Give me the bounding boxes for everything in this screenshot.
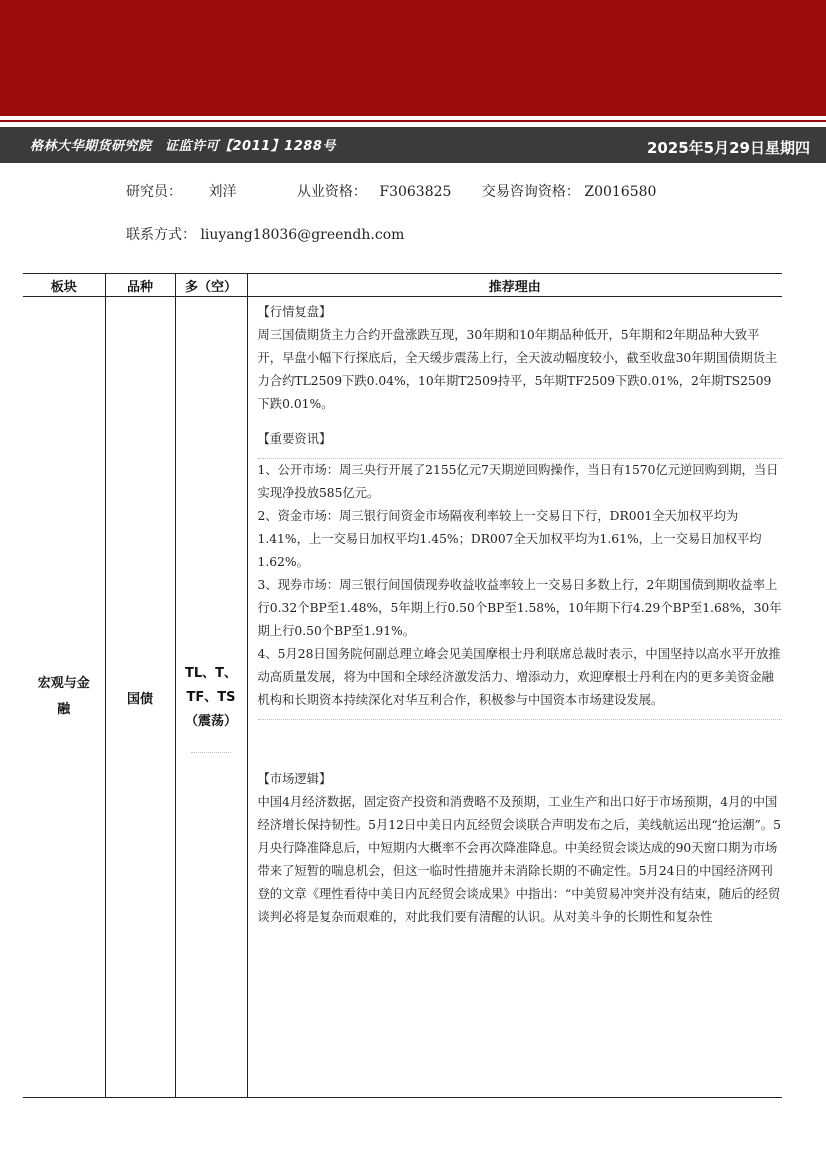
recommendation-table: [23, 273, 782, 1098]
direction-dots: [191, 752, 231, 753]
researcher-name: 刘洋: [208, 184, 237, 200]
header-info-bar: [0, 127, 826, 163]
direction-line-3: （震荡）: [184, 713, 237, 729]
news-item-3: 3、现券市场：周三银行间国债现券收益收益率较上一交易日多数上行，2年期国债到期收益率上行0.32个BP至1.48%，5年期上行0.50个BP至1.58%，10年期下行4.29个BP至1.68%，30年期上行0.50个BP至1.91%。: [257, 578, 782, 638]
header-red-band: [0, 0, 826, 116]
table-header-row: [23, 274, 782, 297]
variety-cell: 国债: [105, 297, 175, 1098]
news-item-1: 1、公开市场：周三央行开展了2155亿元7天期逆回购操作，当日有1570亿元逆回购到期，当日实现净投放585亿元。: [257, 463, 779, 500]
review-text: 周三国债期货主力合约开盘涨跌互现，30年期和10年期品种低开，5年期和2年期品种大致平开，早盘小幅下行探底后，全天缓步震荡上行，全天波动幅度较小，截至收盘30年期国债期货主力合约TL2509下跌0.04%，10年期T2509持平，5年期TF2509下跌0.01%，2年期TS2509下跌0.01%。: [257, 328, 778, 411]
header-sector: 板块: [23, 274, 105, 297]
logic-text: 中国4月经济数据，固定资产投资和消费略不及预期，工业生产和出口好于市场预期，4月的中国经济增长保持韧性。5月12日中美日内瓦经贸会谈联合声明发布之后，美线航运出现“抢运潮”。5月央行降准降息后，中短期内大概率不会再次降准降息。中美经贸会谈达成的90天窗口期为市场带来了短暂的喘息机会，但这一临时性措施并未消除长期的不确定性。5月24日的中国经济网刊登的文章《理性看待中美日内瓦经贸会谈成果》中指出：“中美贸易冲突并没有结束，随后的经贸谈判必将是复杂而艰难的，对此我们要有清醒的认识。从对美斗争的长期性和复杂性: [257, 795, 781, 924]
org-license: 格林大华期货研究院 证监许可【2011】1288号: [30, 139, 336, 154]
sector-text: 宏观与金融: [37, 676, 90, 717]
researcher-line: [126, 181, 656, 201]
table-row: [23, 297, 782, 1098]
contact-line: [126, 224, 404, 244]
consult-number: Z0016580: [584, 184, 657, 200]
news-title: 【重要资讯】: [257, 432, 332, 446]
header-direction: 多（空）: [175, 274, 247, 297]
qualification-number: F3063825: [379, 184, 452, 200]
header-divider: [0, 120, 826, 122]
review-title: 【行情复盘】: [257, 305, 332, 319]
reason-content: [258, 297, 783, 1097]
contact-label: 联系方式：: [126, 227, 196, 243]
reason-cell: [247, 297, 782, 1098]
header-variety: 品种: [105, 274, 175, 297]
consult-label: 交易咨询资格：: [481, 184, 580, 200]
news-item-4: 4、5月28日国务院何副总理立峰会见美国摩根士丹利联席总裁时表示，中国坚持以高水平开放推动高质量发展，将为中国和全球经济激发活力、增添动力，欢迎摩根士丹利在内的更多美资金融机构和长期资本持续深化对华互利合作，积极参与中国资本市场建设发展。: [257, 647, 781, 707]
contact-email[interactable]: liuyang18036@greendh.com: [200, 227, 405, 243]
news-item-2: 2、资金市场：周三银行间资金市场隔夜利率较上一交易日下行，DR001全天加权平均为1.41%，上一交易日加权平均1.45%；DR007全天加权平均为1.61%，上一交易日加权平均1.62%。: [257, 509, 762, 569]
qualification-label: 从业资格：: [296, 184, 367, 200]
logic-title: 【市场逻辑】: [257, 772, 332, 786]
report-date: 2025年5月29日星期四: [646, 139, 810, 157]
direction-line-2: TF、TS: [186, 689, 236, 705]
sector-cell: [23, 297, 105, 1098]
header-reason: 推荐理由: [247, 274, 782, 297]
direction-line-1: TL、T、: [184, 665, 238, 681]
researcher-label: 研究员：: [126, 184, 182, 200]
direction-cell: [175, 297, 247, 1098]
